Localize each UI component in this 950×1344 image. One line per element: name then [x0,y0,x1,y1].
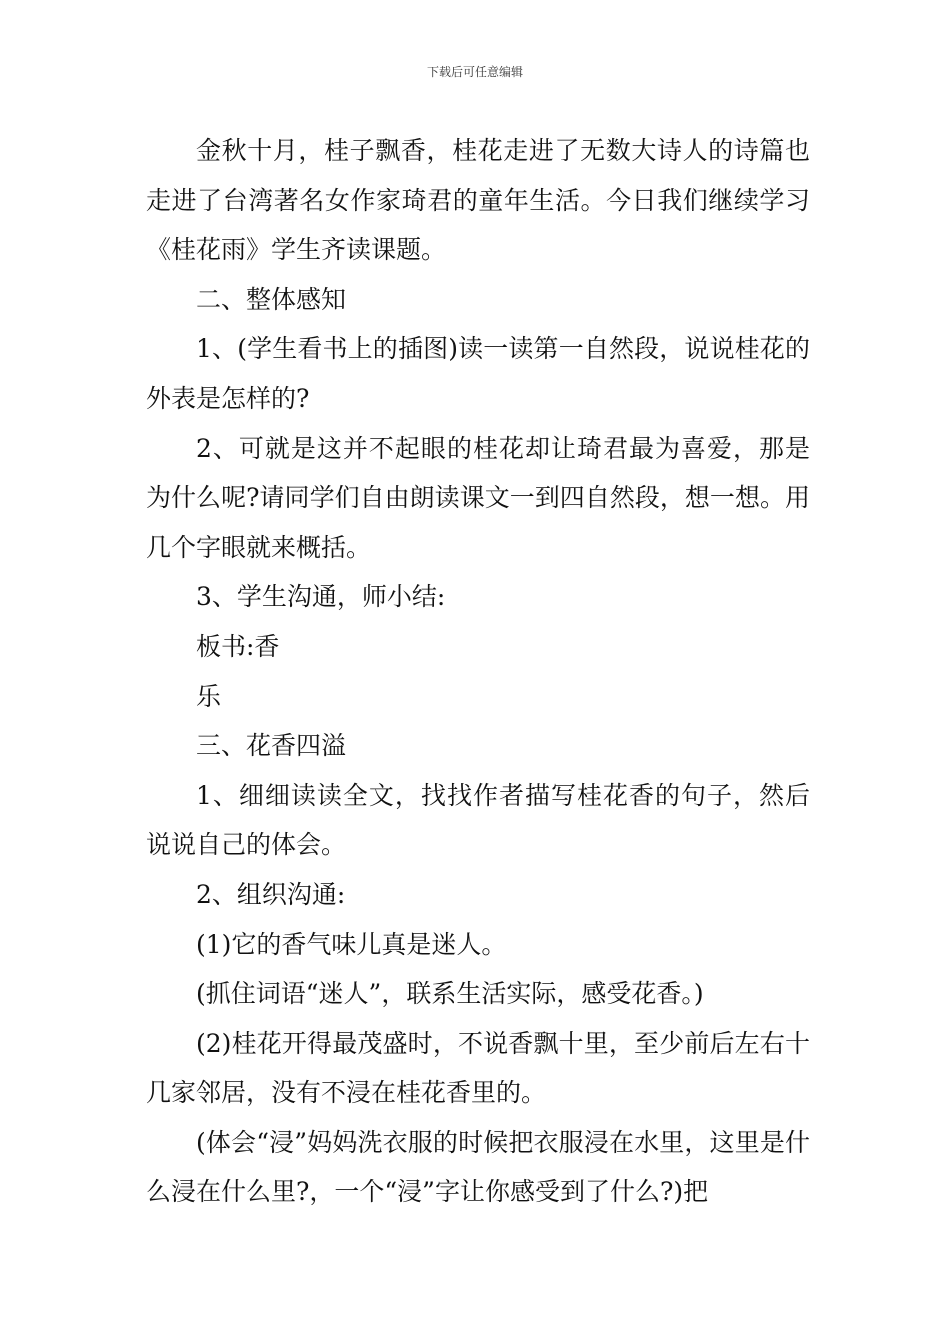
paragraph-sub-1-note: (抓住词语“迷人”，联系生活实际，感受花香。) [196,979,704,1009]
page-header-note: 下载后可任意编辑 [426,65,523,79]
paragraph-item-discussion: 2、组织沟通: [196,879,346,909]
paragraph-item-1: 1、(学生看书上的插图)读一读第一自然段，说说桂花的外表是怎样的? [146,334,810,413]
section-heading-overall-perception: 二、整体感知 [196,284,347,314]
paragraph-sub-1: (1)它的香气味儿真是迷人。 [196,929,507,959]
paragraph-board-writing-2: 乐 [196,681,222,711]
section-heading-fragrance: 三、花香四溢 [196,731,347,761]
paragraph-board-writing: 板书:香 [196,631,280,661]
paragraph-intro: 金秋十月，桂子飘香，桂花走进了无数大诗人的诗篇也走进了台湾著名女作家琦君的童年生活。今日我们继续学习《桂花雨》学生齐读课题。 [146,136,810,265]
paragraph-sub-2-note: (体会“浸”妈妈洗衣服的时候把衣服浸在水里，这里是什么浸在什么里?，一个“浸”字让你感受到了什么?)把 [146,1127,810,1207]
paragraph-item-reading: 1、细细读读全文，找找作者描写桂花香的句子，然后说说自己的体会。 [146,780,810,860]
paragraph-item-3: 3、学生沟通，师小结: [196,582,446,612]
paragraph-sub-2: (2)桂花开得最茂盛时，不说香飘十里，至少前后左右十几家邻居，没有不浸在桂花香里的。 [146,1028,810,1108]
document-body [146,126,810,1217]
paragraph-item-2: 2、可就是这并不起眼的桂花却让琦君最为喜爱，那是为什么呢?请同学们自由朗读课文一到四自然段，想一想。用几个字眼就来概括。 [146,433,810,562]
